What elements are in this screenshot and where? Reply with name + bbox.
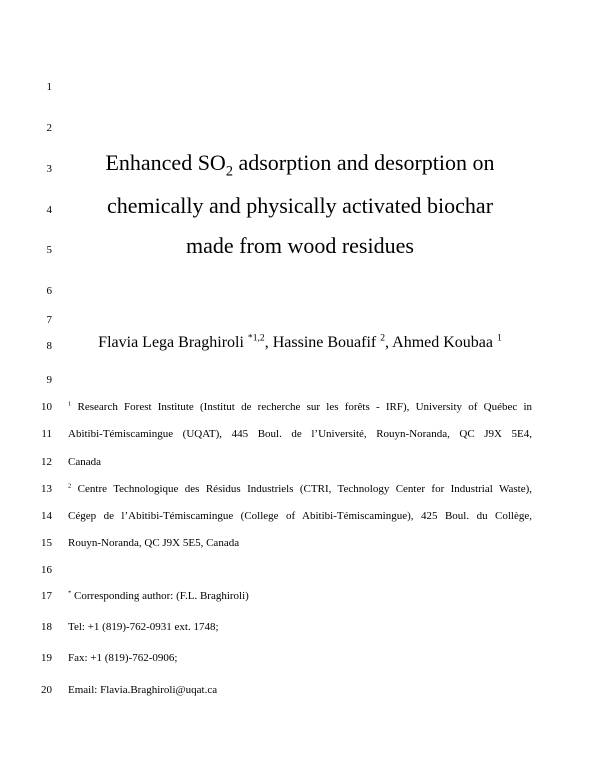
email: Email: Flavia.Braghiroli@uqat.ca [68,684,218,696]
title-line-2: chemically and physically activated biochar [106,193,494,218]
title-line-3: made from wood residues [186,233,414,258]
line-number: 10 [41,401,52,413]
line-number: 15 [41,537,52,549]
corresponding-author [68,589,532,603]
affiliation-line [68,400,532,414]
author-affiliation-mark: 1 [497,332,502,344]
author-name: Flavia Lega Braghiroli [98,334,248,351]
line-number: 2 [46,122,52,134]
author-list [68,333,532,353]
title-text: adsorption and desorption on [232,150,495,175]
author-name: , Hassine Bouafif [264,334,381,351]
line-number: 5 [46,244,52,256]
corresponding-text: Corresponding author: (F.L. Braghiroli) [71,590,249,602]
line-number: 13 [41,483,52,495]
line-number: 14 [41,510,52,522]
line-number: 12 [41,456,52,468]
affiliation-mark: 1 [68,400,72,408]
line-number: 20 [41,684,52,696]
title-subscript: 2 [225,163,233,180]
affiliation-line: Cégep de l’Abitibi-Témiscamingue (College of Abitibi-Témiscamingue), 425 Boul. du Collège, [68,510,532,522]
corresponding-mark: * [68,589,72,597]
author-affiliation-mark: *1,2 [247,332,265,344]
line-number: 1 [46,81,52,93]
line-number: 4 [46,204,52,216]
author-name: , Ahmed Koubaa [385,334,498,351]
line-number: 18 [41,621,52,633]
title-text: Enhanced SO [105,150,226,175]
line-number: 3 [46,163,52,175]
affiliation-line [68,482,532,496]
line-number: 16 [41,564,52,576]
line-number: 8 [46,340,52,352]
affiliation-line: Rouyn-Noranda, QC J9X 5E5, Canada [68,537,240,549]
title-line-1 [68,150,532,180]
author-affiliation-mark: 2 [380,332,386,344]
fax: Fax: +1 (819)-762-0906; [68,652,178,664]
affiliation-mark: 2 [68,482,72,490]
telephone: Tel: +1 (819)-762-0931 ext. 1748; [68,621,219,633]
line-number: 7 [46,314,52,326]
affiliation-text: Research Forest Institute (Institut de recherche sur les forêts - IRF), University of Québec in [71,401,532,413]
line-number: 19 [41,652,52,664]
line-number: 11 [41,428,52,440]
affiliation-line: Abitibi-Témiscamingue (UQAT), 445 Boul. de l’Université, Rouyn-Noranda, QC J9X 5E4, [68,428,532,440]
line-number: 6 [46,285,52,297]
line-number: 17 [41,590,52,602]
affiliation-text: Centre Technologique des Résidus Industriels (CTRI, Technology Center for Industrial Waste), [71,483,532,495]
line-number: 9 [46,374,52,386]
affiliation-line: Canada [68,456,101,468]
